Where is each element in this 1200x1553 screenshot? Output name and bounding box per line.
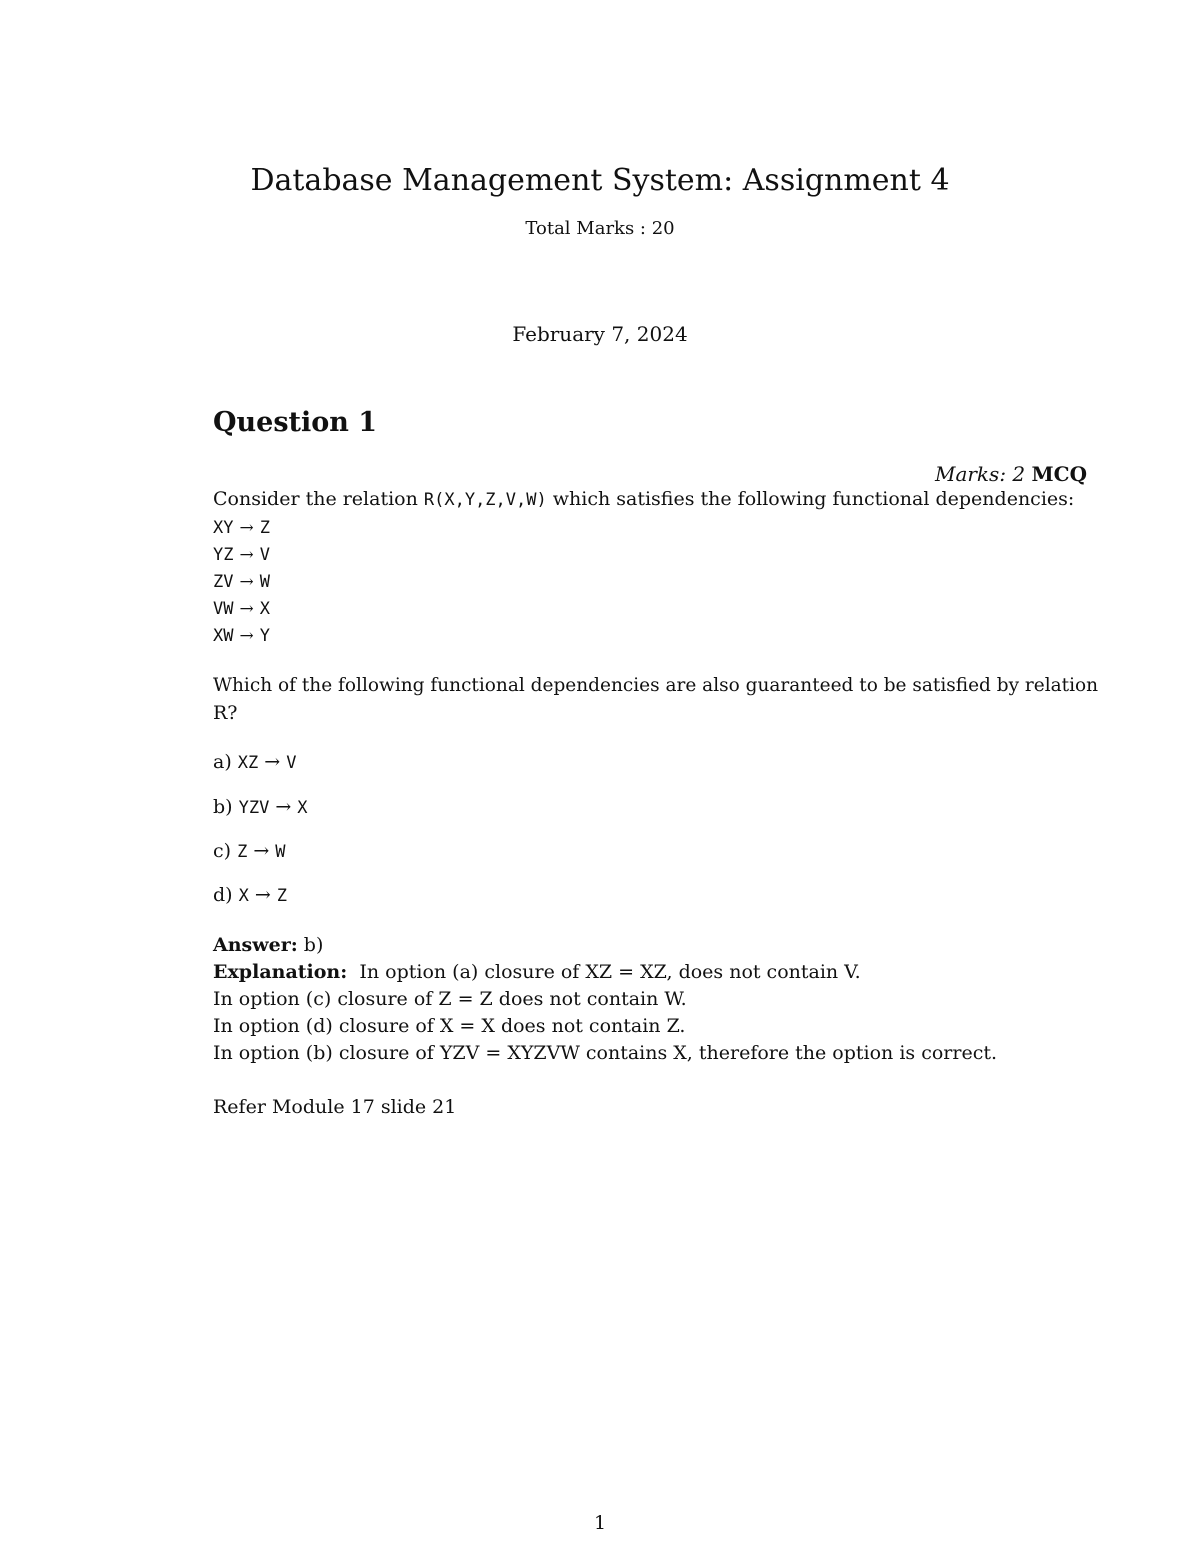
document-title: Database Management System: Assignment 4 xyxy=(250,163,950,198)
fd-lhs: YZ xyxy=(213,545,234,565)
question-stem xyxy=(213,488,1074,510)
fd-row xyxy=(213,599,270,619)
explanation-line-1 xyxy=(213,961,861,983)
arrow-icon: → xyxy=(275,796,292,818)
fd-lhs: ZV xyxy=(213,572,234,592)
stem-prefix: Consider the relation xyxy=(213,488,418,510)
option-rhs: V xyxy=(286,753,297,773)
arrow-icon: → xyxy=(239,572,254,592)
fd-row xyxy=(213,545,270,565)
option-lhs: YZV xyxy=(238,798,270,818)
arrow-icon: → xyxy=(239,626,254,646)
marks-label: Marks: xyxy=(934,462,1007,486)
option-lhs: X xyxy=(238,886,249,906)
arrow-icon: → xyxy=(253,840,270,862)
option-b xyxy=(213,796,308,818)
answer-line xyxy=(213,934,323,956)
stem-suffix: which satisfies the following functional dependencies: xyxy=(552,488,1075,510)
question-type: MCQ xyxy=(1031,462,1087,486)
explanation-line-2: In option (c) closure of Z = Z does not contain W. xyxy=(213,988,687,1010)
option-c xyxy=(213,840,286,862)
explanation-line-3: In option (d) closure of X = X does not contain Z. xyxy=(213,1015,686,1037)
option-a xyxy=(213,751,296,773)
explanation-text: In option (a) closure of XZ = XZ, does not contain V. xyxy=(359,961,861,983)
total-marks: Total Marks : 20 xyxy=(525,218,675,239)
option-lhs: Z xyxy=(237,842,248,862)
fd-lhs: XY xyxy=(213,518,234,538)
fd-rhs: W xyxy=(259,572,270,592)
fd-lhs: XW xyxy=(213,626,234,646)
reference-note: Refer Module 17 slide 21 xyxy=(213,1096,457,1118)
relation-schema: R(X,Y,Z,V,W) xyxy=(423,490,547,510)
fd-rhs: Z xyxy=(259,518,270,538)
explanation-line-4: In option (b) closure of YZV = XYZVW contains X, therefore the option is correct. xyxy=(213,1042,998,1064)
option-lhs: XZ xyxy=(237,753,259,773)
document-date: February 7, 2024 xyxy=(512,322,688,346)
fd-rhs: Y xyxy=(259,626,270,646)
fd-rhs: X xyxy=(259,599,270,619)
arrow-icon: → xyxy=(264,751,281,773)
question-prompt-line2: R? xyxy=(213,702,238,724)
question-heading: Question 1 xyxy=(213,407,378,438)
marks-value: 2 xyxy=(1012,462,1026,486)
question-prompt-line1: Which of the following functional dependencies are also guaranteed to be satisfied by relation xyxy=(213,675,1099,696)
page-number: 1 xyxy=(593,1512,607,1534)
fd-row xyxy=(213,518,270,538)
question-marks xyxy=(935,462,1087,486)
option-rhs: W xyxy=(275,842,286,862)
answer-label: Answer: xyxy=(213,934,298,956)
fd-rhs: V xyxy=(259,545,270,565)
arrow-icon: → xyxy=(239,545,254,565)
answer-value: b) xyxy=(303,934,324,956)
explanation-label: Explanation: xyxy=(213,961,348,983)
fd-row xyxy=(213,572,270,592)
option-rhs: Z xyxy=(276,886,288,906)
option-label: b) xyxy=(213,796,233,818)
arrow-icon: → xyxy=(254,884,271,906)
option-label: a) xyxy=(213,751,232,773)
arrow-icon: → xyxy=(239,599,254,619)
option-rhs: X xyxy=(297,798,308,818)
fd-lhs: VW xyxy=(213,599,234,619)
option-label: c) xyxy=(213,840,232,862)
option-d xyxy=(213,884,287,906)
option-label: d) xyxy=(213,884,233,906)
fd-row xyxy=(213,626,270,646)
arrow-icon: → xyxy=(239,518,254,538)
